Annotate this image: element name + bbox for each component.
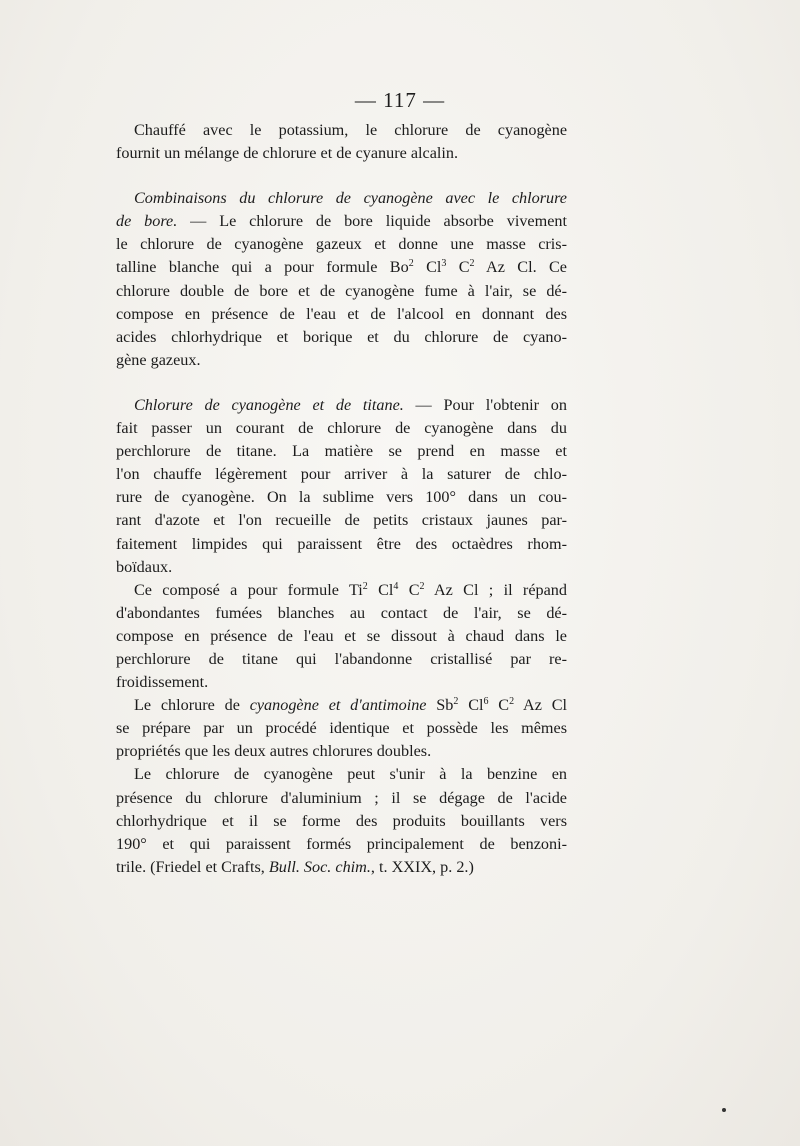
text-line: 190° et qui paraissent formés principalement de benzoni-: [116, 834, 567, 853]
paragraph-titane-formula: [116, 579, 567, 694]
text-line: [116, 187, 567, 210]
text-span: C: [488, 696, 510, 715]
text-span: Az Cl: [514, 696, 567, 715]
text-line: compose en présence de l'eau et de l'alcool en donnant des: [116, 304, 567, 323]
superscript: 2: [362, 580, 368, 592]
text-line: rure de cyanogène. On la sublime vers 100° dans un cou-: [116, 488, 567, 507]
text-line: propriétés que les deux autres chlorures doubles.: [116, 742, 432, 761]
text-span: C: [398, 580, 420, 599]
superscript: 2: [469, 258, 475, 270]
formula-line: [116, 694, 567, 717]
journal-title: Bull. Soc. chim.: [268, 857, 371, 876]
section-lead: Combinaisons du chlorure de cyanogène avec le chlorure: [134, 189, 567, 208]
paragraph-titane: [116, 394, 567, 579]
text-span: Az Cl. Ce: [474, 258, 567, 277]
text-span: Le chlorure de: [134, 696, 250, 715]
text-line: l'on chauffe légèrement pour arriver à la saturer de chlo-: [116, 465, 567, 484]
superscript: 6: [483, 696, 489, 708]
superscript: 4: [393, 580, 399, 592]
formula-line: [116, 256, 567, 279]
page-number: — 117 —: [354, 88, 446, 112]
text-span: Az Cl ; il répand: [424, 580, 567, 599]
text-line: [116, 394, 567, 417]
text-line: Le chlorure de cyanogène peut s'unir à la benzine en: [134, 765, 567, 784]
text-line: fait passer un courant de chlorure de cyanogène dans du: [116, 419, 567, 438]
paper-speck: [722, 1108, 726, 1112]
section-lead: Chlorure de cyanogène et de titane.: [134, 395, 404, 414]
text-line: Chauffé avec le potassium, le chlorure de cyanogène: [134, 121, 567, 139]
text-line: perchlorure de titane. La matière se prend en masse et: [116, 442, 567, 461]
text-line: acides chlorhydrique et borique et du chlorure de cyano-: [116, 327, 567, 346]
text-line: se prépare par un procédé identique et possède les mêmes: [116, 719, 567, 738]
text-span: — Pour l'obtenir on: [403, 395, 567, 414]
text-span: Cl: [367, 580, 394, 599]
text-span: Sb: [426, 696, 454, 715]
text-line: chlorure double de bore et de cyanogène fume à l'air, se dé-: [116, 281, 567, 300]
text-span: talline blanche qui a pour formule Bo: [116, 258, 409, 277]
formula-line: [116, 579, 567, 602]
text-line: froidissement.: [116, 673, 209, 692]
text-span: Cl: [458, 696, 484, 715]
text-span: C: [446, 258, 470, 277]
text-line: présence du chlorure d'aluminium ; il se dégage de l'acide: [116, 788, 567, 807]
page-body: [116, 119, 567, 879]
paragraph-potassium: [116, 119, 567, 165]
text-line: le chlorure de cyanogène gazeux et donne une masse cris-: [116, 235, 567, 254]
text-line: [116, 210, 567, 233]
paragraph-antimoine: [116, 694, 567, 763]
text-span: — Le chlorure de bore liquide absorbe vivement: [177, 212, 567, 231]
italic-span: cyanogène et d'antimoine: [249, 696, 427, 715]
superscript: 2: [453, 696, 459, 708]
superscript: 2: [408, 258, 414, 270]
text-span: trile. (Friedel et Crafts,: [116, 857, 269, 876]
text-span: Cl: [413, 258, 442, 277]
text-line: chlorhydrique et il se forme des produits bouillants vers: [116, 811, 567, 830]
superscript: 2: [509, 696, 515, 708]
text-line: rant d'azote et l'on recueille de petits cristaux jaunes par-: [116, 511, 567, 530]
text-line: boïdaux.: [116, 557, 173, 576]
text-span: Ce composé a pour formule Ti: [134, 580, 363, 599]
paragraph-benzine: [116, 763, 567, 878]
text-line: gène gazeux.: [116, 350, 201, 369]
text-line: faitement limpides qui paraissent être des octaèdres rhom-: [116, 534, 567, 553]
text-span: , t. XXIX, p. 2.): [370, 857, 474, 876]
paragraph-bore: [116, 187, 567, 372]
text-line: d'abondantes fumées blanches au contact de l'air, se dé-: [116, 603, 567, 622]
superscript: 3: [441, 258, 447, 270]
citation-line: [116, 856, 567, 879]
section-lead: de bore.: [116, 212, 178, 231]
text-line: fournit un mélange de chlorure et de cyanure alcalin.: [116, 144, 459, 163]
text-line: perchlorure de titane qui l'abandonne cristallisé par re-: [116, 649, 567, 668]
superscript: 2: [419, 580, 425, 592]
text-line: compose en présence de l'eau et se dissout à chaud dans le: [116, 626, 567, 645]
